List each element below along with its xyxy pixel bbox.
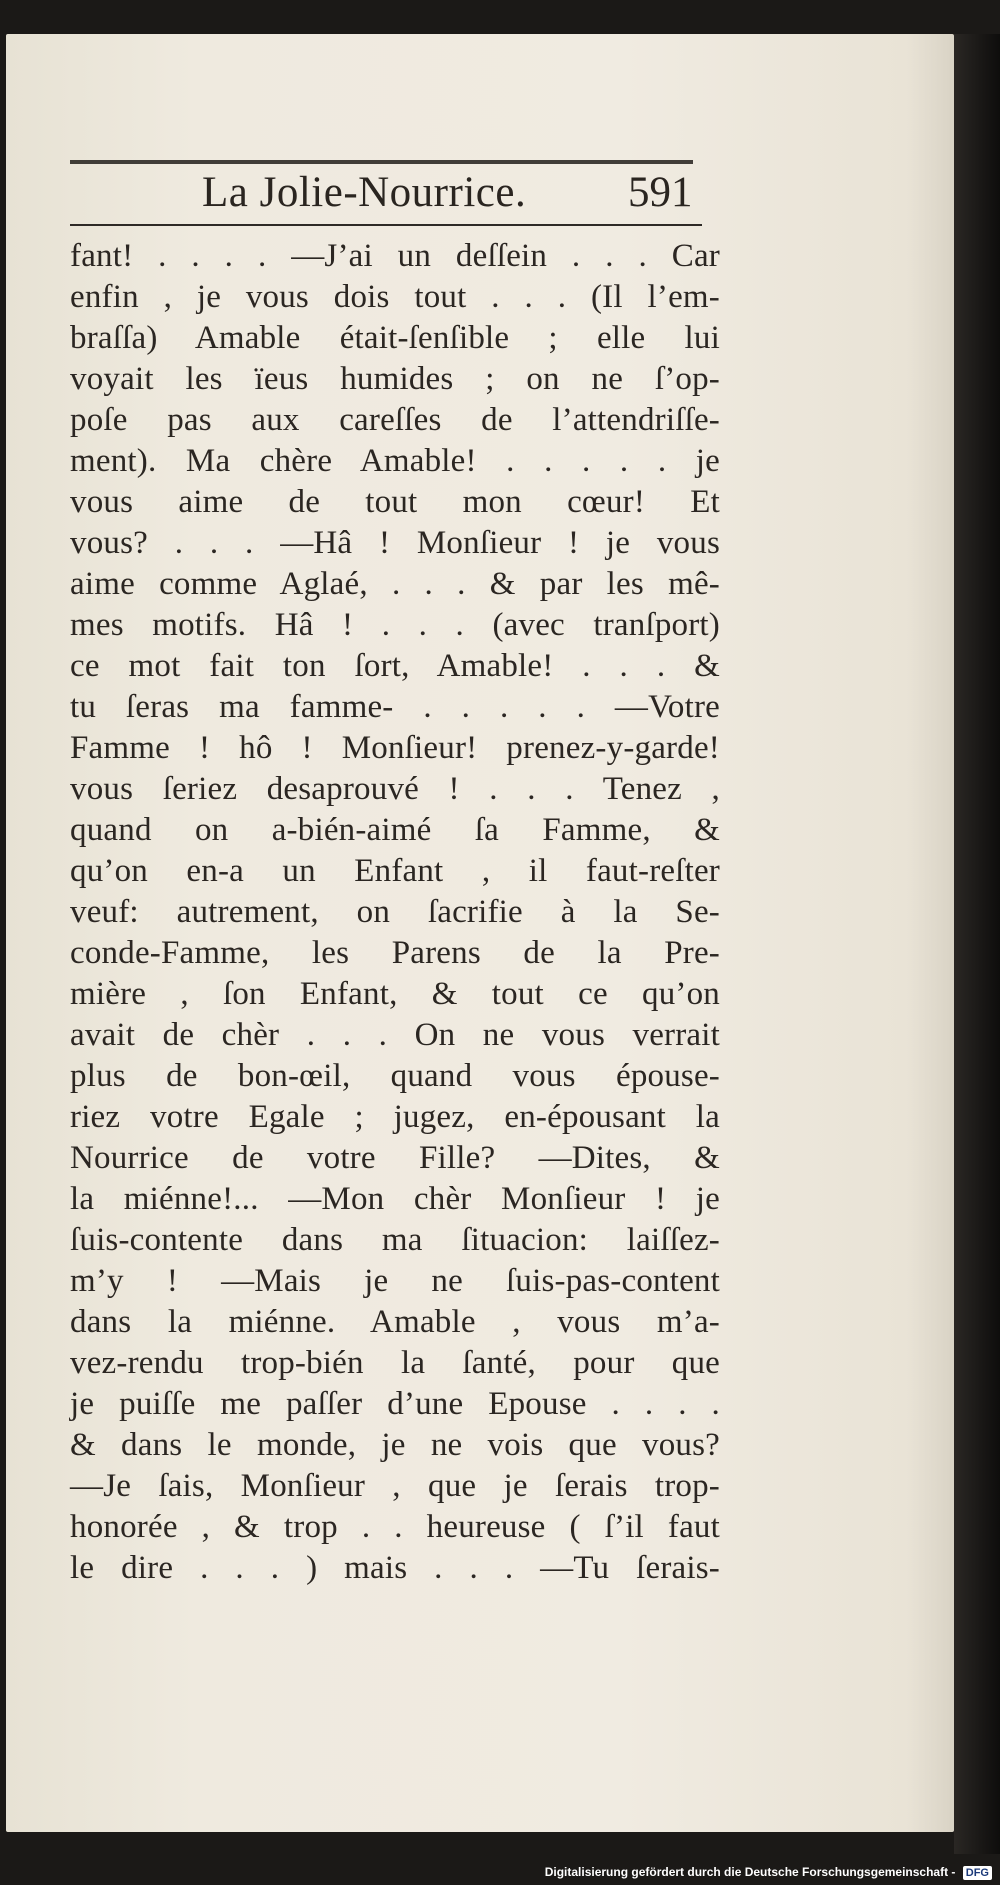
text-line: braſſa) Amable était-ſenſible ; elle lui (70, 320, 720, 356)
text-line: aime comme Aglaé, . . . & par les mê- (70, 566, 720, 602)
text-line: poſe pas aux careſſes de l’attendriſſe- (70, 402, 720, 438)
text-line: —Je ſais, Monſieur , que je ſerais trop- (70, 1468, 720, 1504)
digitization-credit (545, 1863, 992, 1881)
text-line: m’y ! —Mais je ne ſuis-pas-content (70, 1263, 720, 1299)
page-number: 591 (628, 169, 693, 216)
text-line: honorée , & trop . . heureuse ( ſ’il faut (70, 1509, 720, 1545)
text-line: la miénne!... —Mon chèr Monſieur ! je (70, 1181, 720, 1217)
text-line: ce mot fait ton ſort, Amable! . . . & (70, 648, 720, 684)
text-line: tu ſeras ma famme- . . . . . —Votre (70, 689, 720, 725)
credit-text: Digitalisierung gefördert durch die Deutsche Forschungsgemeinschaft - (544, 1865, 956, 1879)
text-line: plus de bon-œil, quand vous épouse- (70, 1058, 720, 1094)
text-line: avait de chèr . . . On ne vous verrait (70, 1017, 720, 1053)
text-line: vez-rendu trop-bién la ſanté, pour que (70, 1345, 720, 1381)
text-line: vous ſeriez desaprouvé ! . . . Tenez , (70, 771, 720, 807)
text-line: qu’on en-a un Enfant , il faut-reſter (70, 853, 720, 889)
text-line: riez votre Egale ; jugez, en-épousant la (70, 1099, 720, 1135)
header-rule-top (70, 160, 693, 164)
dfg-logo-icon: DFG (963, 1866, 992, 1880)
text-line: fant! . . . . —J’ai un deſſein . . . Car (70, 238, 720, 274)
text-line: ment). Ma chère Amable! . . . . . je (70, 443, 720, 479)
running-title: La Jolie-Nourrice. (202, 169, 527, 216)
book-edge-shadow (954, 34, 1000, 1854)
text-line: Nourrice de votre Fille? —Dites, & (70, 1140, 720, 1176)
text-line: enfin , je vous dois tout . . . (Il l’em- (70, 279, 720, 315)
text-line: voyait les ïeus humides ; on ne ſ’op- (70, 361, 720, 397)
text-line: je puiſſe me paſſer d’une Epouse . . . . (70, 1386, 720, 1422)
text-line: mes motifs. Hâ ! . . . (avec tranſport) (70, 607, 720, 643)
text-line: & dans le monde, je ne vois que vous? (70, 1427, 720, 1463)
text-line: ſuis-contente dans ma ſituacion: laiſſez- (70, 1222, 720, 1258)
header-rule-bottom (70, 224, 702, 226)
text-line: vous? . . . —Hâ ! Monſieur ! je vous (70, 525, 720, 561)
text-line: Famme ! hô ! Monſieur! prenez-y-garde! (70, 730, 720, 766)
text-line: quand on a-bién-aimé ſa Famme, & (70, 812, 720, 848)
text-line: dans la miénne. Amable , vous m’a- (70, 1304, 720, 1340)
text-line: mière , ſon Enfant, & tout ce qu’on (70, 976, 720, 1012)
text-line: veuf: autrement, on ſacrifie à la Se- (70, 894, 720, 930)
body-text (70, 236, 720, 1589)
text-line: le dire . . . ) mais . . . —Tu ſerais- (70, 1550, 720, 1586)
text-line: vous aime de tout mon cœur! Et (70, 484, 720, 520)
text-line: conde-Famme, les Parens de la Pre- (70, 935, 720, 971)
